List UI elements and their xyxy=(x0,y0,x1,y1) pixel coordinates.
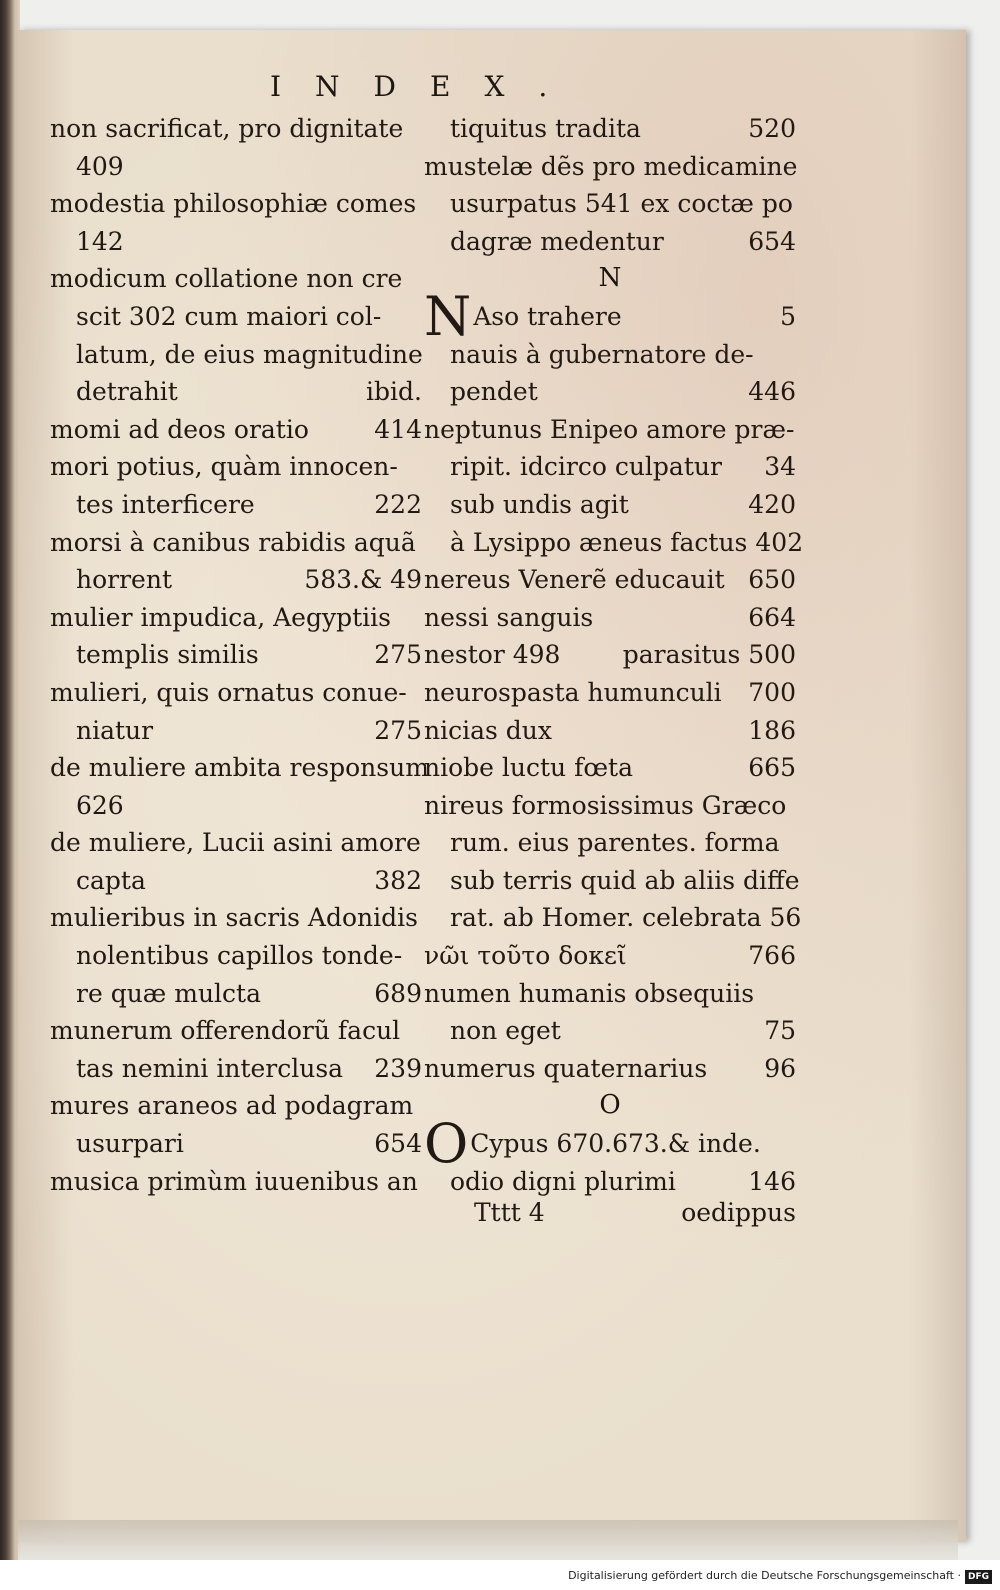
index-entry xyxy=(424,486,796,524)
index-entry xyxy=(424,674,796,712)
index-entry xyxy=(50,975,422,1013)
index-entry xyxy=(424,599,796,637)
index-entry xyxy=(50,524,422,562)
entry-page-number: 700 xyxy=(748,677,796,707)
entry-text: 142 xyxy=(76,226,124,256)
section-letter-heading: O xyxy=(599,1090,621,1121)
entry-page-number: 402 xyxy=(755,527,804,557)
entry-text: munerum offerendorũ facul xyxy=(50,1016,401,1046)
entry-page-number: 275 xyxy=(374,715,422,745)
index-entry xyxy=(50,110,422,148)
entry-text: musica primùm iuuenibus an xyxy=(50,1166,418,1196)
index-entry xyxy=(424,148,796,186)
index-entry xyxy=(50,185,422,223)
entry-page-number: 689 xyxy=(374,978,422,1008)
entry-text: nestor 498 xyxy=(424,640,561,670)
entry-text: latum, de eius magnitudine xyxy=(76,339,423,369)
index-entry xyxy=(50,824,422,862)
entry-text: non eget xyxy=(450,1016,561,1046)
entry-text: 409 xyxy=(76,151,124,181)
index-entry-initial xyxy=(424,284,796,348)
index-entry xyxy=(50,1050,422,1088)
index-entry xyxy=(50,937,422,975)
entry-text: 626 xyxy=(76,790,124,820)
index-entry-initial xyxy=(424,1112,796,1176)
entry-page-number: 654 xyxy=(748,226,796,256)
entry-text: dagræ medentur xyxy=(450,226,664,256)
entry-text: sub undis agit xyxy=(450,489,629,519)
entry-page-number: 650 xyxy=(748,565,796,595)
entry-page-number: 222 xyxy=(374,489,422,519)
entry-page-number: 382 xyxy=(374,865,422,895)
index-entry xyxy=(50,787,422,825)
entry-page-number: 75 xyxy=(764,1016,796,1046)
entry-text: nereus Venerẽ educauit xyxy=(424,565,725,595)
entry-text: neurospasta humunculi xyxy=(424,677,722,707)
entry-text: νῶι τοῦτο δοκεῖ xyxy=(424,941,627,971)
index-entry xyxy=(50,260,422,298)
entry-text: de muliere ambita responsum xyxy=(50,753,429,783)
entry-text: non sacrificat, pro dignitate xyxy=(50,114,404,143)
entry-page-number: 654 xyxy=(374,1129,422,1159)
dfg-logo: DFG xyxy=(965,1570,992,1584)
entry-text: usurpatus 541 ex coctæ po xyxy=(450,189,793,219)
entry-page-number: 520 xyxy=(748,114,796,143)
footer-text: Digitalisierung gefördert durch die Deutsche Forschungsgemeinschaft · xyxy=(568,1569,961,1582)
index-entry xyxy=(50,899,422,937)
index-entry xyxy=(424,411,796,449)
entry-text: nolentibus capillos tonde- xyxy=(76,941,403,971)
entry-text: tas nemini interclusa xyxy=(76,1053,344,1083)
entry-text: nauis à gubernatore de- xyxy=(450,339,754,369)
drop-cap-initial: O xyxy=(424,1112,469,1176)
section-letter-heading: N xyxy=(598,263,622,294)
signature-line xyxy=(474,1198,796,1227)
entry-text: templis similis xyxy=(76,640,259,670)
entry-text: mulieribus in sacris Adonidis xyxy=(50,903,418,933)
index-entry xyxy=(424,749,796,787)
entry-page-number: 56 xyxy=(769,903,802,933)
entry-text: re quæ mulcta xyxy=(76,978,261,1008)
index-entry xyxy=(424,524,804,562)
index-entry xyxy=(50,1163,422,1201)
drop-cap-initial: N xyxy=(424,284,472,348)
index-entry xyxy=(424,185,796,223)
entry-text: nireus formosissimus Græco xyxy=(424,790,787,820)
entry-text: usurpari xyxy=(76,1129,184,1159)
index-entry xyxy=(424,899,802,937)
index-entry xyxy=(50,712,422,750)
entry-text: momi ad deos oratio xyxy=(50,414,309,444)
index-entry xyxy=(50,1012,422,1050)
index-entry xyxy=(424,712,796,750)
index-entry xyxy=(424,1050,796,1088)
page-bottom-edge xyxy=(18,1520,958,1560)
index-entry xyxy=(50,298,422,336)
entry-text: mori potius, quàm innocen- xyxy=(50,452,398,482)
entry-text: horrent xyxy=(76,565,172,595)
entry-text: scit 302 cum maiori col- xyxy=(76,301,382,331)
entry-page-number: 146 xyxy=(748,1166,796,1196)
index-entry xyxy=(50,674,422,712)
index-entry xyxy=(50,148,422,186)
index-entry xyxy=(50,599,422,637)
entry-text: neptunus Enipeo amore præ- xyxy=(424,414,795,444)
index-entry xyxy=(50,1125,422,1163)
index-entry xyxy=(424,824,796,862)
entry-page-number: 664 xyxy=(748,602,796,632)
index-entry xyxy=(50,1087,422,1125)
index-entry xyxy=(424,636,796,674)
entry-page-number: 239 xyxy=(374,1053,422,1083)
entry-page-number: 766 xyxy=(748,941,796,971)
entry-text: modicum collatione non cre xyxy=(50,264,403,294)
entry-text: niatur xyxy=(76,715,154,745)
index-entry xyxy=(50,636,422,674)
entry-text: Cypus 670.673.& inde. xyxy=(470,1129,761,1159)
entry-text: mulieri, quis ornatus conue- xyxy=(50,677,407,707)
index-entry xyxy=(424,110,796,148)
entry-text: de muliere, Lucii asini amore xyxy=(50,828,421,858)
entry-text: capta xyxy=(76,865,146,895)
index-entry xyxy=(50,749,429,787)
index-entry xyxy=(50,862,422,900)
entry-text: numerus quaternarius xyxy=(424,1053,708,1083)
signature-mark: Tttt 4 xyxy=(474,1198,545,1227)
entry-text: odio digni plurimi xyxy=(450,1166,676,1196)
index-entry xyxy=(424,1163,796,1201)
index-entry xyxy=(50,336,422,374)
entry-text: niobe luctu fœta xyxy=(424,753,634,783)
entry-page-number: parasitus 500 xyxy=(622,640,796,670)
entry-page-number: 34 xyxy=(764,452,796,482)
entry-text: tes interficere xyxy=(76,489,255,519)
entry-page-number: 583.& 49 xyxy=(304,565,422,595)
index-entry xyxy=(424,448,796,486)
index-entry xyxy=(50,448,422,486)
index-entry xyxy=(424,787,796,825)
index-entry xyxy=(424,862,800,900)
entry-text: rat. ab Homer. celebrata xyxy=(450,903,762,933)
entry-text: modestia philosophiæ comes xyxy=(50,189,417,219)
index-entry xyxy=(424,561,796,599)
entry-text: sub terris quid ab aliis diffe xyxy=(450,865,800,895)
entry-text: ripit. idcirco culpatur xyxy=(450,452,722,482)
entry-text: numen humanis obsequiis xyxy=(424,978,755,1008)
index-entry xyxy=(50,223,422,261)
book-binding-edge xyxy=(0,0,14,1560)
entry-page-number: 5 xyxy=(780,301,796,331)
entry-page-number: ibid. xyxy=(366,377,422,407)
entry-text: detrahit xyxy=(76,377,178,407)
index-entry xyxy=(50,373,422,411)
entry-page-number: 96 xyxy=(764,1053,796,1083)
entry-text: mulier impudica, Aegyptiis xyxy=(50,602,391,632)
right-index-column xyxy=(424,110,804,1200)
entry-text: mustelæ dẽs pro medicamine xyxy=(424,151,798,181)
entry-page-number: 275 xyxy=(374,640,422,670)
entry-text: Aso trahere xyxy=(473,301,622,331)
entry-text: morsi à canibus rabidis aquã xyxy=(50,527,416,557)
index-entry xyxy=(424,1012,796,1050)
index-entry xyxy=(50,561,422,599)
index-entry xyxy=(50,411,422,449)
index-entry xyxy=(424,336,796,374)
entry-page-number: 665 xyxy=(748,753,796,783)
left-index-column xyxy=(50,110,429,1200)
entry-text: pendet xyxy=(450,377,538,407)
index-entry xyxy=(424,373,796,411)
entry-text: nicias dux xyxy=(424,715,552,745)
page-title: INDEX. xyxy=(270,70,582,103)
index-entry xyxy=(424,223,796,261)
index-entry xyxy=(50,486,422,524)
entry-text: à Lysippo æneus factus xyxy=(450,527,748,557)
entry-text: nessi sanguis xyxy=(424,602,594,632)
catchword: oedippus xyxy=(681,1198,796,1227)
index-entry xyxy=(424,975,796,1013)
entry-text: rum. eius parentes. forma xyxy=(450,828,780,858)
entry-text: mures araneos ad podagram xyxy=(50,1091,414,1121)
entry-page-number: 446 xyxy=(748,377,796,407)
digitization-footer xyxy=(0,1562,992,1590)
entry-text: tiquitus tradita xyxy=(450,114,641,143)
entry-page-number: 420 xyxy=(748,489,796,519)
entry-page-number: 414 xyxy=(374,414,422,444)
index-entry xyxy=(424,937,796,975)
entry-page-number: 186 xyxy=(748,715,796,745)
